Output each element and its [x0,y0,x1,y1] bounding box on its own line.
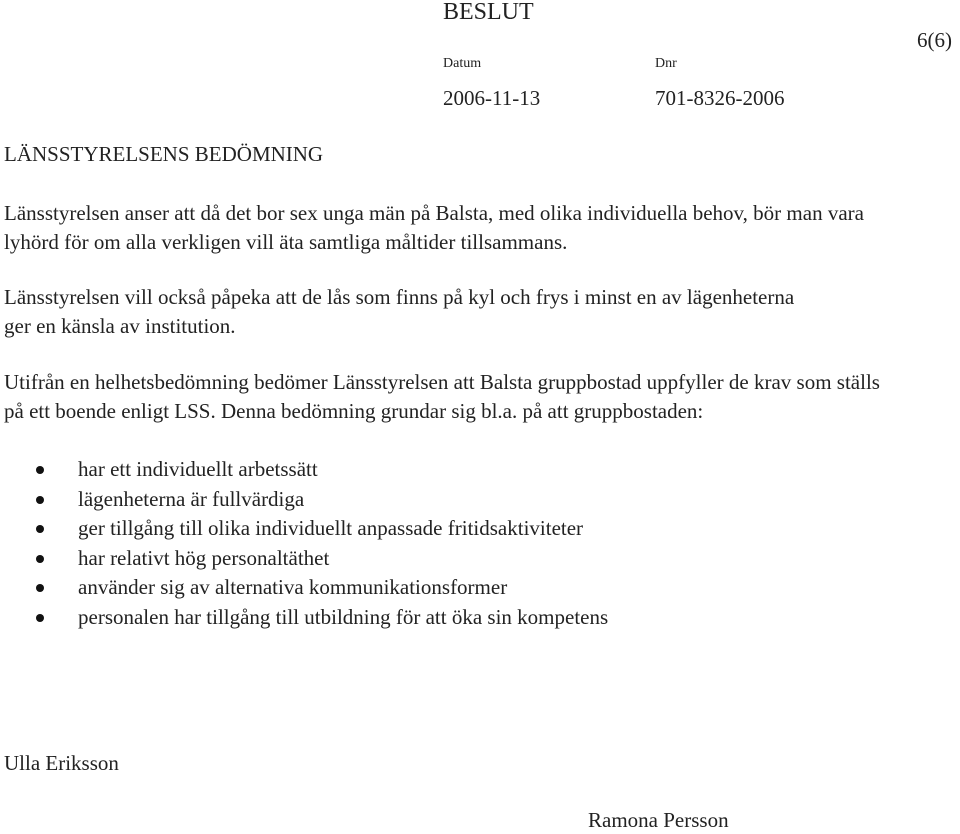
signature-name-second: Ramona Persson [588,808,729,832]
reference-value: 701-8326-2006 [655,86,785,110]
signature-name-first: Ulla Eriksson [4,751,119,775]
list-item-text: har relativt hög personaltäthet [78,545,330,570]
page-number: 6(6) [917,28,952,52]
bullet-icon [36,496,44,504]
paragraph-assessment: Utifrån en helhetsbedömning bedömer Länsstyrelsen att Balsta gruppbostad uppfyller de krav som ställs på ett boende enligt LSS. Denna bedömning grundar sig bl.a. på att gruppbostaden: [4,370,880,423]
list-item-text: lägenheterna är fullvärdiga [78,486,305,511]
date-label: Datum [443,56,482,71]
bullet-icon [36,555,44,563]
reference-label: Dnr [655,56,677,71]
paragraph-locks: Länsstyrelsen vill också påpeka att de lås som finns på kyl och frys i minst en av lägenheterna ger en känsla av institution. [4,285,795,338]
bullet-icon [36,466,44,474]
bullet-icon [36,614,44,622]
date-value: 2006-11-13 [443,86,541,110]
list-item-text: använder sig av alternativa kommunikationsformer [78,575,508,600]
list-item-text: ger tillgång till olika individuellt anpassade fritidsaktiviteter [78,516,584,541]
list-item-text: har ett individuellt arbetssätt [78,457,318,481]
bullet-icon [36,525,44,533]
paragraph-meals: Länsstyrelsen anser att då det bor sex unga män på Balsta, med olika individuella behov, bör man vara lyhörd för om alla verkligen vill äta samtliga måltider tillsammans. [4,201,864,254]
section-heading: LÄNSSTYRELSENS BEDÖMNING [4,142,324,166]
document-type: BESLUT [443,0,534,25]
bullet-icon [36,584,44,592]
list-item-text: personalen har tillgång till utbildning för att öka sin kompetens [78,604,609,629]
